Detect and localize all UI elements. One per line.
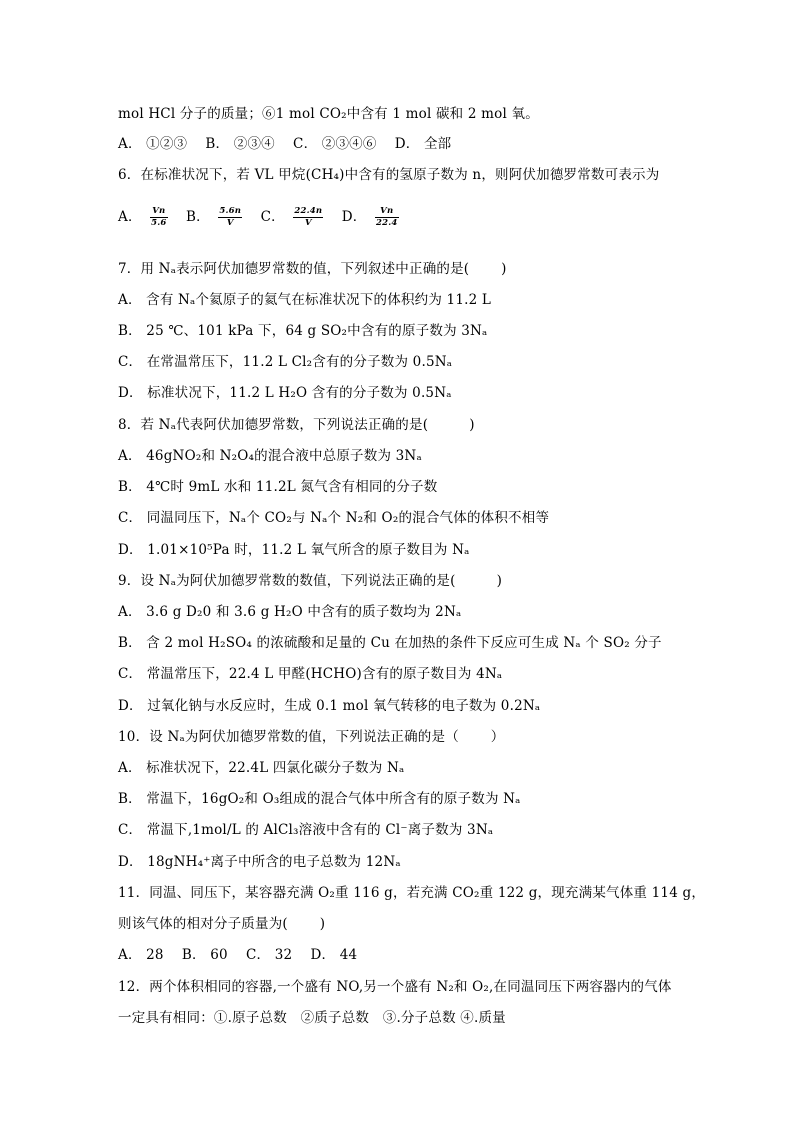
- question-7: 7．用 Nₐ表示阿伏加德罗常数的值，下列叙述中正确的是( ): [118, 261, 507, 277]
- q6-option-d: D． $\frac{Vn}{22.4}$: [341, 206, 398, 228]
- question-10: 10．设 Nₐ为阿伏加德罗常数的值，下列说法正确的是（ ）: [118, 729, 505, 745]
- fraction: $\frac{Vn}{5.6}$: [151, 206, 167, 228]
- option-line: C． 常温下,1mol/L 的 AlCl₃溶液中含有的 Cl⁻离子数为 3Nₐ: [118, 822, 494, 838]
- question-12: 12．两个体积相同的容器,一个盛有 NO,另一个盛有 N₂和 O₂,在同温同压下两容器内的气体: [118, 979, 672, 995]
- text-line: mol HCl 分子的质量；⑥1 mol CO₂中含有 1 mol 碳和 2 mol 氧。: [118, 106, 539, 122]
- option-line: D． 标准状况下，11.2 L H₂O 含有的分子数为 0.5Nₐ: [118, 385, 452, 401]
- text-line: A． ①②③ B． ②③④ C． ②③④⑥ D． 全部: [118, 136, 452, 152]
- option-line: A． 3.6 g D₂0 和 3.6 g H₂O 中含有的质子数均为 2Nₐ: [118, 604, 462, 620]
- q6-option-b: B． $\frac{5.6n}{V}$: [186, 206, 242, 228]
- fraction: $\frac{22.4n}{V}$: [294, 206, 323, 228]
- q6-options: [118, 206, 399, 229]
- option-line: A． 46gNO₂和 N₂O₄的混合液中总原子数为 3Nₐ: [118, 448, 422, 464]
- option-line: C． 在常温常压下，11.2 L Cl₂含有的分子数为 0.5Nₐ: [118, 354, 453, 370]
- option-line: A． 标准状况下，22.4L 四氯化碳分子数为 Nₐ: [118, 760, 405, 776]
- option-line: D． 18gNH₄⁺离子中所含的电子总数为 12Nₐ: [118, 854, 401, 870]
- option-line: A． 28 B． 60 C． 32 D． 44: [118, 947, 358, 963]
- question-11: 11．同温、同压下，某容器充满 O₂重 116 g，若充满 CO₂重 122 g，现充满某气体重 114 g，: [118, 885, 706, 901]
- question-6: 6．在标准状况下，若 VL 甲烷(CH₄)中含有的氢原子数为 n，则阿伏加德罗常数可表示为: [118, 167, 660, 183]
- option-line: D． 1.01×10⁵Pa 时，11.2 L 氧气所含的原子数目为 Nₐ: [118, 542, 470, 558]
- option-line: C． 同温同压下，Nₐ个 CO₂与 Nₐ个 N₂和 O₂的混合气体的体积不相等: [118, 510, 550, 526]
- option-line: D． 过氧化钠与水反应时，生成 0.1 mol 氧气转移的电子数为 0.2Nₐ: [118, 698, 541, 714]
- option-line: B． 25 ℃、101 kPa 下，64 g SO₂中含有的原子数为 3Nₐ: [118, 323, 488, 339]
- fraction: $\frac{Vn}{22.4}$: [376, 206, 398, 228]
- option-line: B． 常温下，16gO₂和 O₃组成的混合气体中所含有的原子数为 Nₐ: [118, 791, 521, 807]
- fraction: $\frac{5.6n}{V}$: [219, 206, 242, 228]
- option-line: B． 含 2 mol H₂SO₄ 的浓硫酸和足量的 Cu 在加热的条件下反应可生成 Nₐ 个 SO₂ 分子: [118, 635, 662, 651]
- option-line: B． 4℃时 9mL 水和 11.2L 氮气含有相同的分子数: [118, 479, 438, 495]
- text-line: 则该气体的相对分子质量为( ): [118, 916, 326, 932]
- q6-option-a: A． $\frac{Vn}{5.6}$: [118, 206, 167, 228]
- option-line: A． 含有 Nₐ个氦原子的氦气在标准状况下的体积约为 11.2 L: [118, 292, 492, 308]
- option-line: C． 常温常压下，22.4 L 甲醛(HCHO)含有的原子数目为 4Nₐ: [118, 666, 503, 682]
- question-8: 8．若 Nₐ代表阿伏加德罗常数，下列说法正确的是( ): [118, 417, 475, 433]
- q6-option-c: C． $\frac{22.4n}{V}$: [260, 206, 323, 228]
- text-line: 一定具有相同：①.原子总数 ②质子总数 ③.分子总数 ④.质量: [118, 1010, 506, 1026]
- question-9: 9．设 Nₐ为阿伏加德罗常数的数值，下列说法正确的是( ): [118, 573, 503, 589]
